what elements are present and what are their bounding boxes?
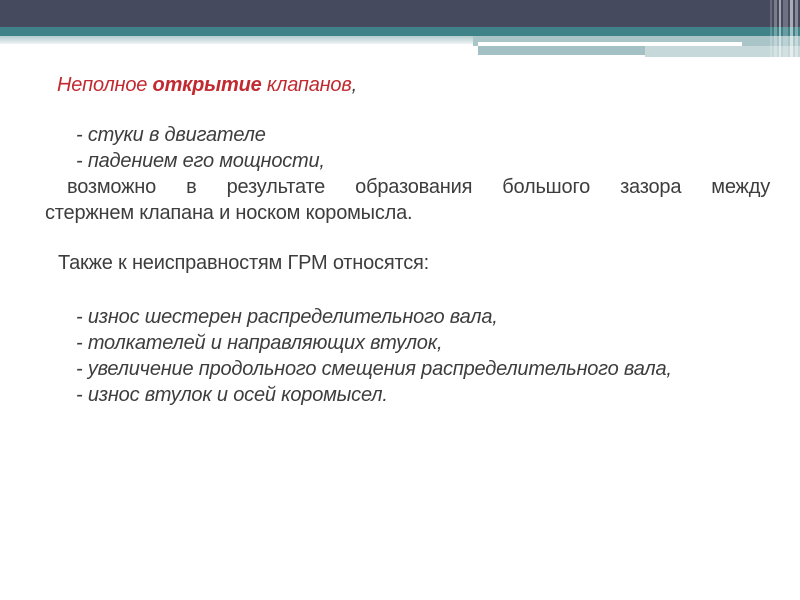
title-text-pre: Неполное <box>57 74 153 96</box>
title-text-post: клапанов <box>261 74 352 96</box>
title-line <box>45 72 770 98</box>
title-text-bold: открытие <box>152 74 262 96</box>
corner-stripe <box>790 0 793 57</box>
header-teal-band <box>0 27 800 36</box>
symptom-line-2: - падением его мощности, <box>76 150 325 172</box>
corner-stripe <box>770 0 772 57</box>
corner-stripe <box>774 0 777 57</box>
fault-line-2: - толкателей и направляющих втулок, <box>76 332 443 354</box>
title-comma: , <box>351 74 357 96</box>
symptom-line-1: - стуки в двигателе <box>76 124 266 146</box>
paragraph-line-2: стержнем клапана и носком коромысла. <box>45 202 413 224</box>
header-medium-band <box>478 46 645 55</box>
fault-line-1: - износ шестерен распределительного вала, <box>76 306 498 328</box>
subheading: Также к неисправностям ГРМ относятся: <box>58 252 429 274</box>
fault-line-3: - увеличение продольного смещения распределительного вала, <box>76 358 672 380</box>
paragraph-line-1: возможно в результате образования большого зазора между <box>67 176 770 198</box>
corner-stripe <box>779 0 781 57</box>
slide-body <box>45 72 770 408</box>
header-corner-stripes <box>766 0 800 57</box>
corner-stripe <box>783 0 788 57</box>
fault-line-4: - износ втулок и осей коромысел. <box>76 384 388 406</box>
header-navy-bar <box>0 0 800 27</box>
corner-stripe <box>795 0 798 57</box>
